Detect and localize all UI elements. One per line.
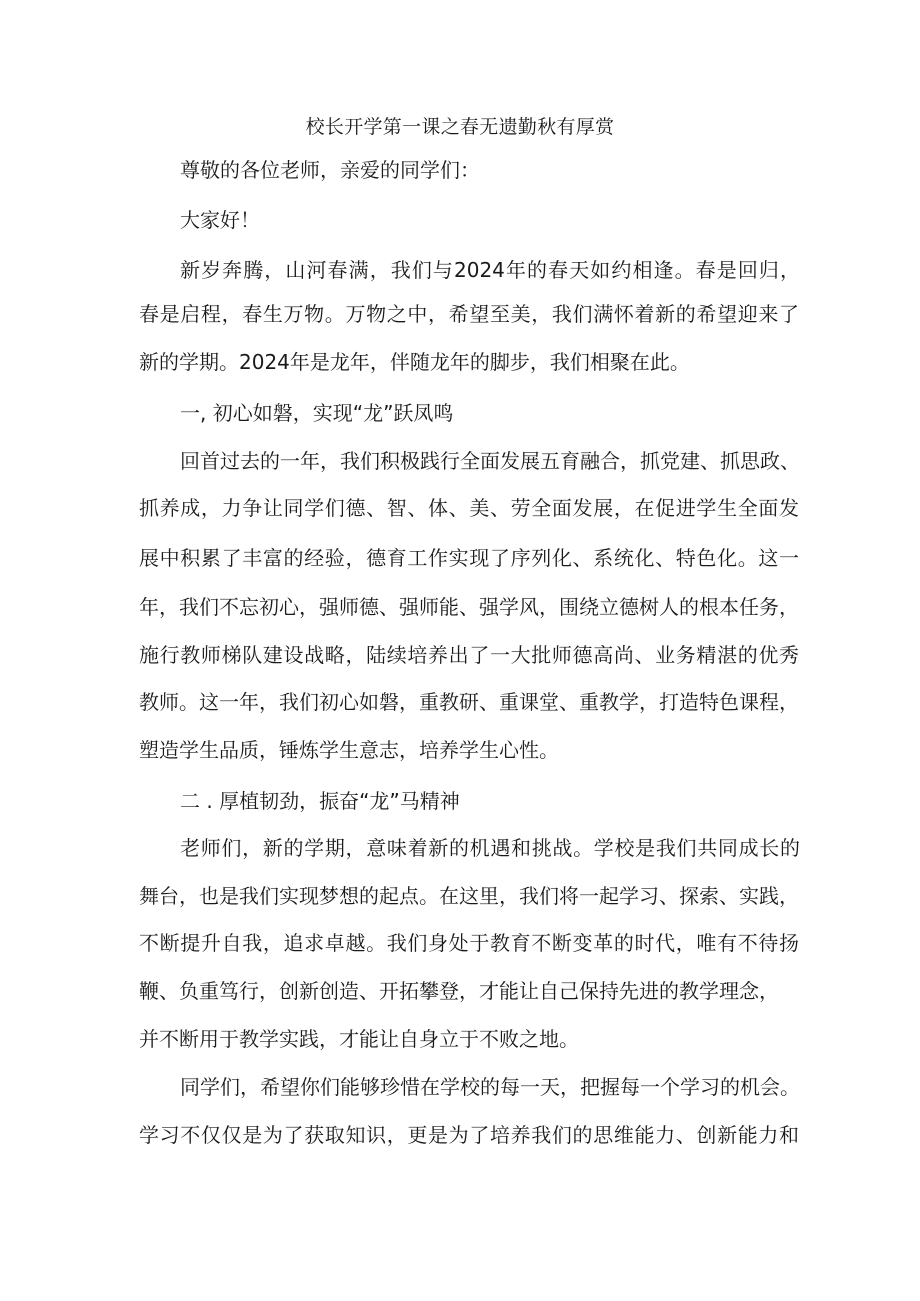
greeting: 大家好！ xyxy=(180,208,260,232)
paragraph-line: 老师们，新的学期，意味着新的机遇和挑战。学校是我们共同成长的 xyxy=(180,836,800,860)
paragraph-line: 年，我们不忘初心，强师德、强师能、强学风，围绕立德树人的根本任务， xyxy=(139,595,799,619)
paragraph-line: 舞台，也是我们实现梦想的起点。在这里，我们将一起学习、探索、实践， xyxy=(139,884,799,908)
paragraph-line: 学习不仅仅是为了获取知识，更是为了培养我们的思维能力、创新能力和 xyxy=(139,1123,799,1147)
paragraph-line: 抓养成，力争让同学们德、智、体、美、劳全面发展，在促进学生全面发 xyxy=(139,496,799,520)
paragraph-line: 不断提升自我，追求卓越。我们身处于教育不断变革的时代，唯有不待扬 xyxy=(139,931,799,955)
salutation: 尊敬的各位老师，亲爱的同学们： xyxy=(180,158,480,182)
section-heading-2: 二 . 厚植韧劲，振奋“龙”马精神 xyxy=(180,789,460,813)
paragraph-line: 回首过去的一年，我们积极践行全面发展五育融合，抓党建、抓思政、 xyxy=(180,449,800,473)
paragraph-line: 鞭、负重笃行，创新创造、开拓攀登，才能让自己保持先进的教学理念， xyxy=(139,979,779,1003)
paragraph-line: 施行教师梯队建设战略，陆续培养出了一大批师德高尚、业务精湛的优秀 xyxy=(139,643,799,667)
document-title: 校长开学第一课之春无遗勤秋有厚赏 xyxy=(305,116,615,138)
paragraph-line: 塑造学生品质，锤炼学生意志，培养学生心性。 xyxy=(139,738,559,762)
section-heading-1: 一, 初心如磐，实现“龙”跃凤鸣 xyxy=(180,401,454,425)
paragraph-line: 春是启程，春生万物。万物之中，希望至美，我们满怀着新的希望迎来了 xyxy=(139,302,799,326)
paragraph-line: 新的学期。2024年是龙年，伴随龙年的脚步，我们相聚在此。 xyxy=(139,350,690,374)
paragraph-line: 教师。这一年，我们初心如磐，重教研、重课堂、重教学，打造特色课程， xyxy=(139,690,799,714)
paragraph-line: 展中积累了丰富的经验，德育工作实现了序列化、系统化、特色化。这一 xyxy=(139,546,799,570)
paragraph-line: 同学们，希望你们能够珍惜在学校的每一天，把握每一个学习的机会。 xyxy=(180,1075,800,1099)
paragraph-line: 新岁奔腾，山河春满，我们与2024年的春天如约相逢。春是回归， xyxy=(180,258,800,282)
paragraph-line: 并不断用于教学实践，才能让自身立于不败之地。 xyxy=(139,1027,579,1051)
